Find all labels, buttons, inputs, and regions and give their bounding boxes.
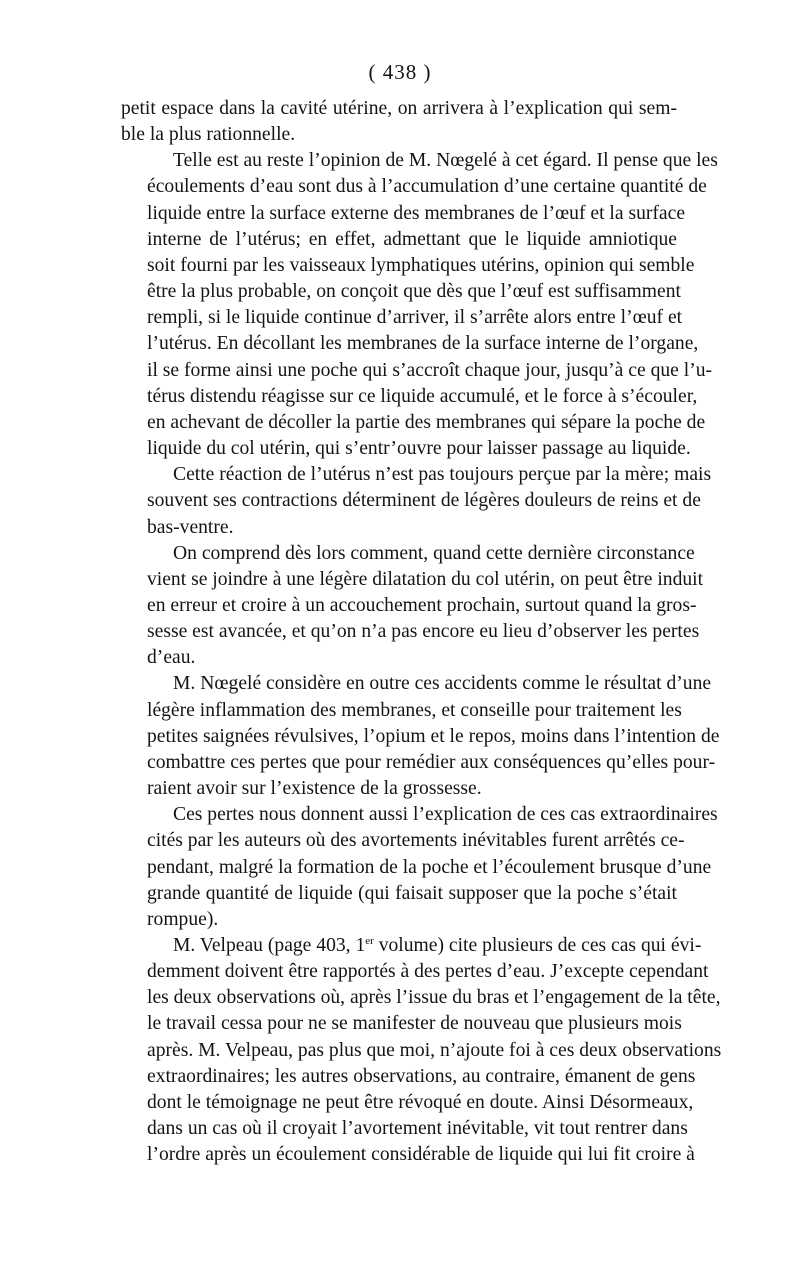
text-line: pendant, malgré la formation de la poche et l’écoulement brusque d’une bbox=[147, 856, 712, 878]
text-line: être la plus probable, on conçoit que dès que l’œuf est suffisamment bbox=[147, 281, 681, 303]
text-line: d’eau. bbox=[147, 647, 196, 669]
text-line: ble la plus rationnelle. bbox=[121, 124, 296, 146]
text-line: rompue). bbox=[147, 908, 219, 930]
text-line: petit espace dans la cavité utérine, on arrivera à l’explication qui sem- bbox=[121, 98, 677, 119]
text-line: soit fourni par les vaisseaux lymphatiques utérins, opinion qui semble bbox=[147, 254, 695, 276]
text-line: Telle est au reste l’opinion de M. Nœgelé à cet égard. Il pense que les bbox=[173, 150, 718, 172]
paragraph bbox=[121, 462, 712, 540]
text-line: Ces pertes nous donnent aussi l’explication de ces cas extraordinaires bbox=[173, 804, 718, 826]
text-line: il se forme ainsi une poche qui s’accroît chaque jour, jusqu’à ce que l’u- bbox=[147, 359, 713, 381]
body-text bbox=[121, 96, 722, 1168]
text-line: après. M. Velpeau, pas plus que moi, n’ajoute foi à ces deux observations bbox=[147, 1039, 722, 1061]
text-line: dans un cas où il croyait l’avortement inévitable, vit tout rentrer dans bbox=[147, 1118, 688, 1140]
paragraph bbox=[121, 541, 704, 672]
text-line: Cette réaction de l’utérus n’est pas toujours perçue par la mère; mais bbox=[173, 464, 712, 486]
text-line: demment doivent être rapportés à des pertes d’eau. J’excepte cependant bbox=[147, 961, 709, 983]
text-line: l’ordre après un écoulement considérable de liquide qui lui fit croire à bbox=[147, 1144, 695, 1166]
text-line: bas-ventre. bbox=[147, 516, 234, 538]
text-line: On comprend dès lors comment, quand cette dernière circonstance bbox=[173, 542, 695, 564]
text-line: extraordinaires; les autres observations, au contraire, émanent de gens bbox=[147, 1065, 696, 1087]
text-line: liquide entre la surface externe des membranes de l’œuf et la surface bbox=[147, 202, 686, 224]
text-line: les deux observations où, après l’issue du bras et l’engagement de la tête, bbox=[147, 987, 721, 1009]
text-run: M. Velpeau (page 403, 1 bbox=[173, 935, 366, 956]
text-line: térus distendu réagisse sur ce liquide accumulé, et le force à s’écouler, bbox=[147, 385, 698, 407]
text-line: liquide du col utérin, qui s’entr’ouvre pour laisser passage au liquide. bbox=[147, 438, 691, 460]
text-line: sesse est avancée, et qu’on n’a pas encore eu lieu d’observer les pertes bbox=[147, 621, 700, 643]
text-line: en erreur et croire à un accouchement prochain, surtout quand la gros- bbox=[147, 594, 697, 616]
paragraph bbox=[121, 96, 677, 148]
text-line: écoulements d’eau sont dus à l’accumulation d’une certaine quantité de bbox=[147, 176, 707, 198]
paragraph bbox=[121, 671, 720, 802]
text-line: en achevant de décoller la partie des membranes qui sépare la poche de bbox=[147, 411, 706, 433]
text-line: combattre ces pertes que pour remédier aux conséquences qu’elles pour- bbox=[147, 751, 716, 773]
text-line: rempli, si le liquide continue d’arriver, il s’arrête alors entre l’œuf et bbox=[147, 307, 683, 329]
text-line: le travail cessa pour ne se manifester de nouveau que plusieurs mois bbox=[147, 1013, 682, 1035]
text-line: interne de l’utérus; en effet, admettant que le liquide amniotique bbox=[147, 228, 677, 250]
text-line: raient avoir sur l’existence de la grossesse. bbox=[147, 778, 482, 800]
paragraph bbox=[121, 802, 718, 933]
text-line: vient se joindre à une légère dilatation du col utérin, on peut être induit bbox=[147, 568, 704, 590]
text-line: grande quantité de liquide (qui faisait supposer que la poche s’était bbox=[147, 882, 677, 904]
text-line: légère inflammation des membranes, et conseille pour traitement les bbox=[147, 699, 682, 721]
superscript: er bbox=[365, 935, 374, 947]
text-line: l’utérus. En décollant les membranes de la surface interne de l’organe, bbox=[147, 333, 699, 355]
text-line: cités par les auteurs où des avortements inévitables furent arrêtés ce- bbox=[147, 830, 685, 852]
page-number: ( 438 ) bbox=[368, 60, 432, 84]
text-run: volume) cite plusieurs de ces cas qui évi- bbox=[373, 935, 702, 956]
paragraph bbox=[121, 148, 718, 462]
text-line: petites saignées révulsives, l’opium et le repos, moins dans l’intention de bbox=[147, 725, 720, 747]
text-line: dont le témoignage ne peut être révoqué en doute. Ainsi Désormeaux, bbox=[147, 1091, 694, 1113]
text-line: M. Nœgelé considère en outre ces accidents comme le résultat d’une bbox=[173, 673, 712, 695]
text-line: souvent ses contractions déterminent de légères douleurs de reins et de bbox=[147, 490, 701, 512]
paragraph bbox=[121, 933, 722, 1168]
text-line bbox=[121, 933, 702, 959]
